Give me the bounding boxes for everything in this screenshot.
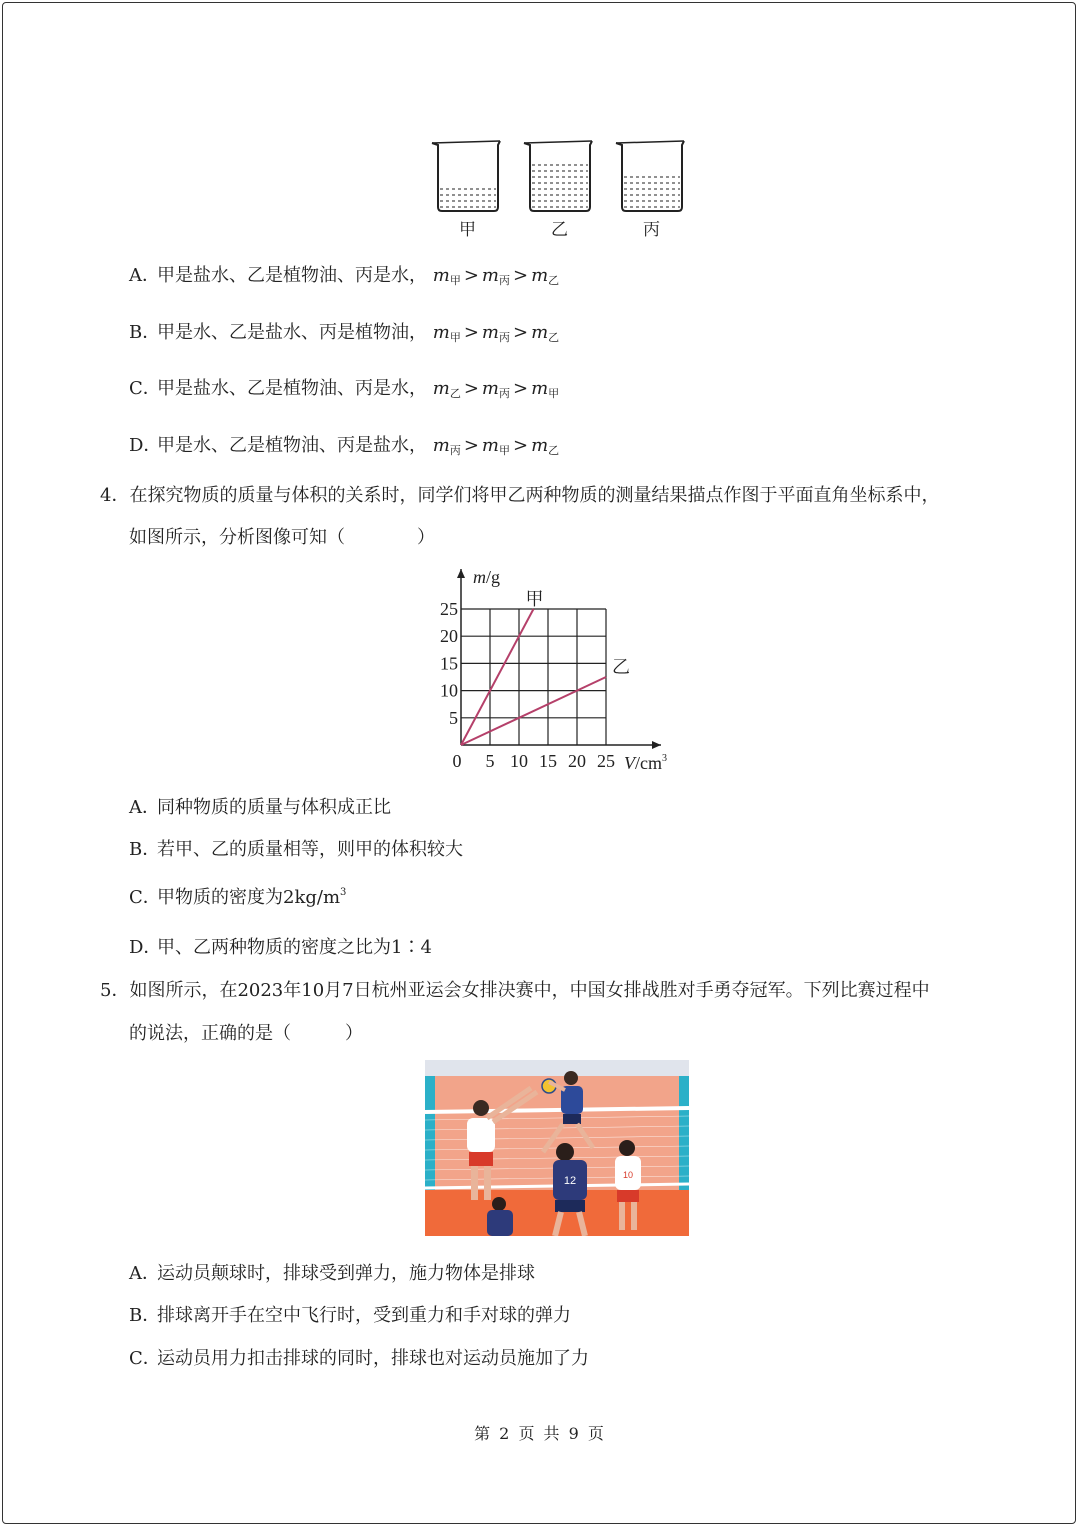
option-text: 运动员颠球时，排球受到弹力，施力物体是排球 [157, 1263, 535, 1284]
beaker-jia [432, 141, 500, 211]
option-label: D． [129, 937, 162, 958]
option-label: B． [129, 839, 161, 860]
chart-grid [461, 609, 606, 745]
superscript: 3 [340, 887, 347, 898]
chart-axes [457, 569, 661, 749]
q3-option-c[interactable] [129, 374, 559, 400]
x-tick-label: 20 [568, 751, 586, 771]
q4-stem-line2: 如图所示，分析图像可知（ ） [129, 527, 435, 548]
beaker-label-jia: 甲 [459, 220, 476, 240]
option-label: C． [129, 887, 161, 908]
option-text: 甲物质的密度为2kg/m [157, 887, 341, 908]
question-number: 5． [100, 980, 130, 1001]
beakers-figure [428, 137, 688, 217]
x-tick-label: 15 [539, 751, 557, 771]
question-number: 4． [100, 485, 130, 506]
y-tick-label: 15 [440, 653, 458, 674]
q4-option-a[interactable] [129, 793, 391, 819]
option-text: 同种物质的质量与体积成正比 [157, 797, 391, 818]
q4-option-c[interactable] [129, 883, 346, 909]
x-tick-label: 25 [597, 751, 615, 771]
x-tick-label: 5 [485, 751, 495, 771]
option-label: C． [129, 378, 161, 399]
page-footer: 第 2 页 共 9 页 [474, 1424, 606, 1443]
series-label: 乙 [612, 657, 630, 678]
mass-compare: m乙 > m丙 > m甲 [432, 378, 560, 400]
series-line [461, 677, 606, 745]
option-text: 甲是水、乙是植物油、丙是盐水， [157, 435, 427, 456]
exam-page [2, 2, 1076, 1524]
mass-compare: m丙 > m甲 > m乙 [432, 435, 560, 457]
option-text: 甲、乙两种物质的密度之比为1∶4 [157, 937, 432, 958]
y-tick-label: 20 [440, 626, 458, 647]
q5-option-c[interactable] [129, 1344, 589, 1370]
q4-option-b[interactable] [129, 835, 463, 861]
q3-option-b[interactable] [129, 318, 559, 344]
x-axis-arrow [652, 741, 661, 749]
svg-text:10: 10 [622, 1170, 634, 1180]
chart-series [461, 589, 630, 745]
q4-stem-line1 [100, 481, 939, 507]
option-label: D． [129, 435, 162, 456]
svg-text:12: 12 [563, 1175, 577, 1187]
q5-option-b[interactable] [129, 1301, 571, 1327]
q3-option-a[interactable] [129, 261, 559, 287]
option-label: A． [129, 265, 160, 286]
question-text: 如图所示，在2023年10月7日杭州亚运会女排决赛中，中国女排战胜对手勇夺冠军。下列比赛过程中 [129, 980, 930, 1001]
option-text: 甲是水、乙是盐水、丙是植物油， [157, 322, 427, 343]
option-text: 甲是盐水、乙是植物油、丙是水， [157, 265, 427, 286]
q5-stem-line2: 的说法，正确的是（ ） [129, 1023, 363, 1044]
mass-compare: m甲 > m丙 > m乙 [432, 322, 560, 344]
beaker-label-yi: 乙 [551, 220, 568, 240]
q3-option-d[interactable] [129, 431, 559, 457]
y-tick-label: 25 [440, 599, 458, 619]
beaker-label-bing: 丙 [643, 220, 660, 240]
y-tick-label: 10 [440, 680, 458, 701]
option-text: 若甲、乙的质量相等，则甲的体积较大 [157, 839, 463, 860]
y-axis-arrow [457, 569, 465, 578]
series-label: 甲 [525, 589, 544, 610]
option-text: 运动员用力扣击排球的同时，排球也对运动员施加了力 [157, 1348, 589, 1369]
option-text: 排球离开手在空中飞行时，受到重力和手对球的弹力 [157, 1305, 571, 1326]
beaker-bing [616, 141, 684, 211]
x-tick-label: 10 [510, 751, 528, 771]
option-label: B． [129, 322, 161, 343]
q4-option-d[interactable] [129, 933, 432, 959]
q5-stem-line1 [100, 976, 930, 1002]
question-text: 在探究物质的质量与体积的关系时，同学们将甲乙两种物质的测量结果描点作图于平面直角坐标系中， [129, 485, 940, 506]
mass-volume-chart [423, 561, 693, 779]
beaker-yi [524, 141, 592, 211]
y-axis-label: m/g [473, 567, 501, 587]
mass-compare: m甲 > m丙 > m乙 [432, 265, 560, 287]
option-label: B． [129, 1305, 161, 1326]
option-label: C． [129, 1348, 161, 1369]
y-tick-label: 5 [449, 707, 458, 728]
volleyball-photo [425, 1060, 689, 1236]
option-label: A． [129, 1263, 160, 1284]
q5-option-a[interactable] [129, 1259, 535, 1285]
option-text: 甲是盐水、乙是植物油、丙是水， [157, 378, 427, 399]
series-line [461, 609, 534, 745]
option-label: A． [129, 797, 160, 818]
x-axis-label: $V/cm^3$ [624, 753, 667, 773]
x-tick-label: 0 [452, 751, 462, 771]
